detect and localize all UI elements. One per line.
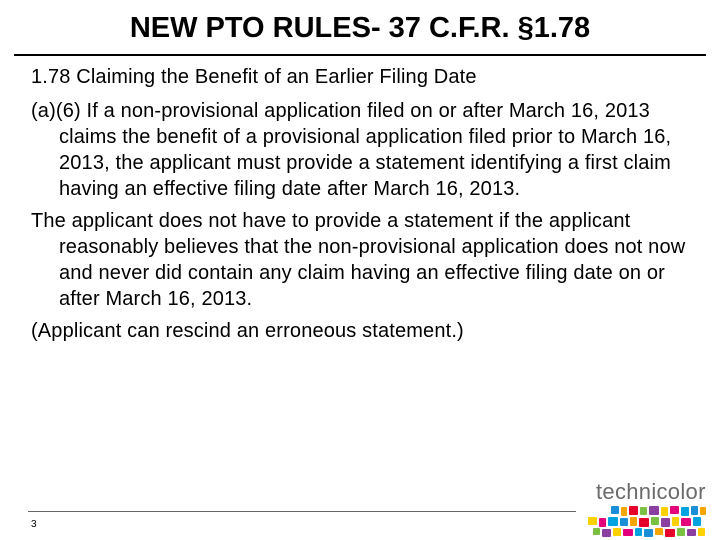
logo-tile bbox=[693, 517, 701, 526]
technicolor-logo-wordmark: technicolor bbox=[596, 479, 706, 504]
logo-tile bbox=[644, 529, 653, 537]
logo-tile bbox=[602, 529, 611, 537]
technicolor-logo-mosaic bbox=[585, 505, 707, 537]
logo-tile bbox=[677, 528, 685, 536]
logo-tile bbox=[670, 506, 679, 514]
logo-tile bbox=[691, 506, 698, 515]
logo-tile bbox=[623, 529, 633, 536]
logo-tile bbox=[681, 518, 691, 526]
logo-tile bbox=[630, 517, 637, 526]
logo-tile bbox=[620, 518, 628, 526]
slide-title: NEW PTO RULES- 37 C.F.R. §1.78 bbox=[129, 12, 591, 44]
logo-tile bbox=[588, 517, 597, 525]
page-number: 3 bbox=[31, 519, 37, 530]
rule-paragraph-a6: (a)(6) If a non-provisional application filed on or after March 16, 2013 claims the benefit of a provisional application filed prior to March 16, 2013, the applicant must provide a statement identifying a first claim having an effective filing date after March 16, 2013. bbox=[31, 100, 672, 200]
title-divider bbox=[14, 54, 706, 56]
logo-tile bbox=[649, 506, 659, 515]
logo-tile bbox=[593, 528, 600, 535]
slide-body bbox=[31, 64, 703, 344]
logo-tile bbox=[639, 518, 649, 527]
logo-tile bbox=[672, 517, 679, 526]
logo-tile bbox=[655, 528, 663, 535]
logo-tile bbox=[608, 517, 618, 526]
logo-tile bbox=[687, 529, 696, 536]
logo-tile bbox=[635, 528, 642, 536]
rule-heading: 1.78 Claiming the Benefit of an Earlier Filing Date bbox=[31, 66, 477, 88]
exception-paragraph: The applicant does not have to provide a statement if the applicant reasonably believes that the non-provisional application does not now and never did contain any claim having an effective filing date on or after March 16, 2013. bbox=[31, 210, 686, 310]
logo-tile bbox=[599, 518, 606, 527]
logo-tile bbox=[640, 507, 647, 515]
logo-tile bbox=[661, 507, 668, 516]
logo-tile bbox=[651, 517, 659, 525]
rescind-note: (Applicant can rescind an erroneous statement.) bbox=[31, 320, 464, 342]
logo-tile bbox=[611, 506, 619, 514]
logo-tile bbox=[613, 528, 621, 536]
logo-tile bbox=[661, 518, 670, 527]
logo-tile bbox=[665, 529, 675, 537]
footer-divider bbox=[28, 511, 576, 512]
logo-tile bbox=[681, 507, 689, 516]
logo-tile bbox=[621, 507, 627, 516]
logo-tile bbox=[629, 506, 638, 515]
logo-tile bbox=[700, 507, 706, 515]
logo-tile bbox=[698, 528, 705, 536]
